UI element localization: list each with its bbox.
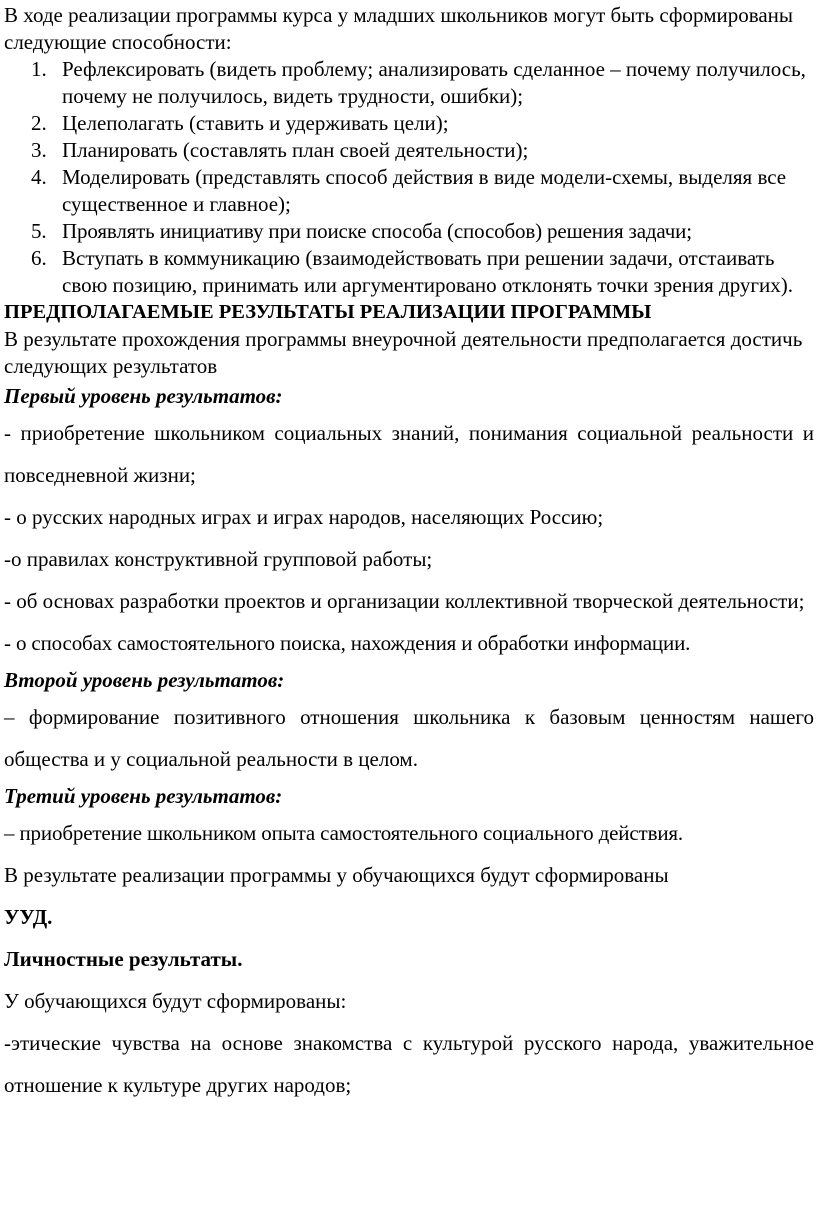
list-item-text: Проявлять инициативу при поиске способа (способов) решения задачи; — [62, 219, 692, 243]
abilities-list — [4, 56, 814, 299]
list-item — [4, 164, 814, 218]
level1-item: - приобретение школьником социальных знаний, понимания социальной реальности и повседневной жизни; — [4, 421, 814, 487]
personal-results-title: Личностные результаты. — [4, 947, 243, 971]
list-number: 1. — [31, 57, 47, 81]
list-item-text: Планировать (составлять план своей деятельности); — [62, 138, 529, 162]
list-item-text: Вступать в коммуникацию (взаимодействовать при решении задачи, отстаивать свою позицию, принимать или аргументировано отклонять точки зрения других). — [62, 246, 794, 297]
list-item — [4, 110, 814, 137]
level1-item: -о правилах конструктивной групповой работы; — [4, 547, 433, 571]
list-number: 2. — [31, 111, 47, 135]
uud-text: В результате реализации программы у обучающихся будут сформированы — [4, 863, 669, 887]
level1-item: - о русских народных играх и играх народов, населяющих Россию; — [4, 505, 604, 529]
list-item — [4, 137, 814, 164]
list-item-text: Целеполагать (ставить и удерживать цели); — [62, 111, 449, 135]
list-item-text: Рефлексировать (видеть проблему; анализировать сделанное – почему получилось, почему не получилось, видеть трудности, ошибки); — [62, 57, 806, 108]
level2-title: Второй уровень результатов: — [4, 668, 285, 692]
personal-results-item: -этические чувства на основе знакомства с культурой русского народа, уважительное отношение к культуре других народов; — [4, 1031, 814, 1097]
personal-results-intro: У обучающихся будут сформированы: — [4, 989, 347, 1013]
intro-paragraph: В ходе реализации программы курса у младших школьников могут быть сформированы следующие способности: — [4, 3, 794, 54]
results-heading: ПРЕДПОЛАГАЕМЫЕ РЕЗУЛЬТАТЫ РЕАЛИЗАЦИИ ПРОГРАММЫ — [4, 301, 652, 323]
list-item — [4, 218, 814, 245]
results-intro: В результате прохождения программы внеурочной деятельности предполагается достичь следующих результатов — [4, 327, 803, 378]
list-number: 3. — [31, 138, 47, 162]
level1-item: - о способах самостоятельного поиска, нахождения и обработки информации. — [4, 631, 691, 655]
list-item — [4, 56, 814, 110]
list-number: 6. — [31, 246, 47, 270]
uud-label: УУД. — [4, 905, 53, 929]
list-number: 4. — [31, 165, 47, 189]
list-number: 5. — [31, 219, 47, 243]
level1-title: Первый уровень результатов: — [4, 384, 283, 408]
level3-text: – приобретение школьником опыта самостоятельного социального действия. — [4, 821, 684, 845]
list-item-text: Моделировать (представлять способ действия в виде модели-схемы, выделяя все существенное и главное); — [62, 165, 787, 216]
list-item — [4, 245, 814, 299]
level1-item: - об основах разработки проектов и организации коллективной творческой деятельности; — [4, 589, 805, 613]
level3-title: Третий уровень результатов: — [4, 784, 283, 808]
level2-text: – формирование позитивного отношения школьника к базовым ценностям нашего общества и у социальной реальности в целом. — [4, 705, 814, 771]
